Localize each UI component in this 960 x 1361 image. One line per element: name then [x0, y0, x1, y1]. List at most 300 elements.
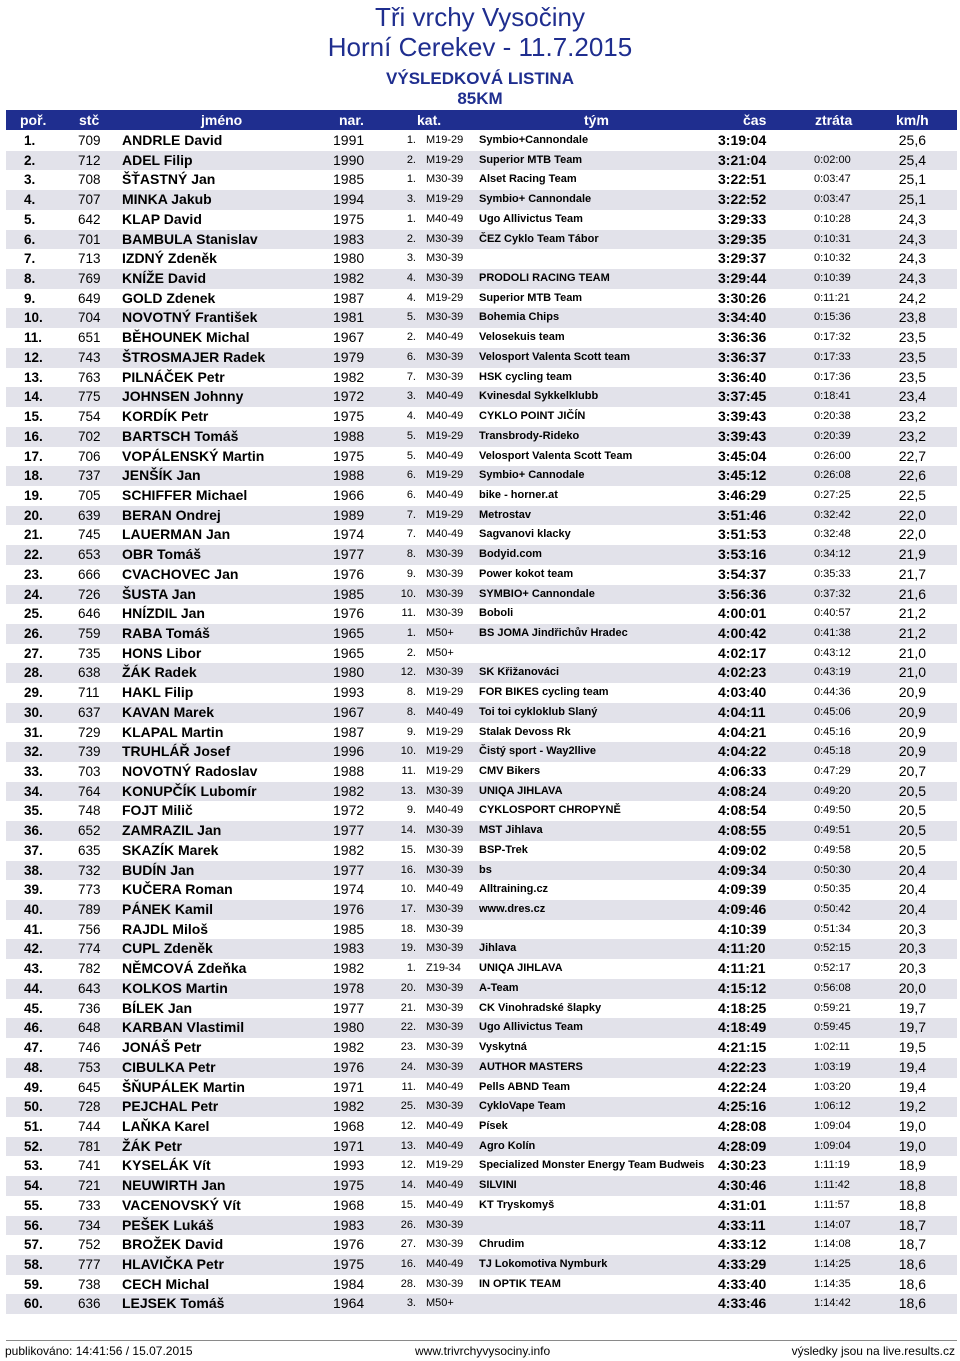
table-row	[6, 1018, 957, 1038]
cell-speed: 19,0	[898, 1117, 926, 1134]
cell-team: Vyskytná	[479, 1041, 527, 1054]
cell-born: 1993	[333, 1157, 365, 1174]
cell-born: 1993	[333, 684, 365, 701]
cell-born: 1975	[333, 210, 365, 227]
cell-speed: 20,5	[898, 802, 926, 819]
table-row	[6, 1038, 957, 1058]
cell-category: M30-39	[426, 350, 464, 363]
cell-name: PEŠEK Lukáš	[122, 1216, 214, 1233]
cell-gap: 0:17:33	[814, 350, 851, 363]
table-header	[6, 110, 957, 130]
cell-gap: 0:32:48	[814, 528, 851, 541]
cell-category-rank: 23.	[400, 1041, 416, 1054]
cell-time: 3:34:40	[718, 309, 767, 326]
cell-speed: 22,5	[898, 486, 926, 503]
cell-gap: 0:18:41	[814, 390, 851, 403]
cell-speed: 19,5	[898, 1039, 926, 1056]
cell-speed: 18,8	[898, 1177, 926, 1194]
cell-speed: 20,9	[898, 743, 926, 760]
cell-time: 3:51:53	[718, 526, 767, 543]
cell-speed: 20,4	[898, 881, 926, 898]
cell-rank: 28.	[24, 665, 43, 681]
cell-bib: 748	[78, 803, 101, 819]
cell-time: 3:29:35	[718, 230, 767, 247]
cell-speed: 20,4	[898, 901, 926, 918]
cell-gap: 0:10:32	[814, 252, 851, 265]
cell-time: 4:33:11	[718, 1216, 766, 1233]
cell-team: Bodyid.com	[479, 548, 542, 561]
cell-team: Metrostav	[479, 508, 531, 521]
cell-category-rank: 28.	[400, 1277, 416, 1290]
cell-bib: 732	[78, 862, 101, 878]
cell-bib: 738	[78, 1276, 101, 1292]
cell-bib: 721	[78, 1178, 101, 1194]
cell-time: 4:09:39	[718, 881, 767, 898]
cell-bib: 754	[78, 409, 101, 425]
cell-bib: 706	[78, 448, 101, 464]
results-provider-link[interactable]: výsledky jsou na live.results.cz	[791, 1344, 955, 1358]
cell-gap: 0:50:35	[814, 883, 851, 896]
cell-time: 3:30:26	[718, 289, 767, 306]
cell-born: 1971	[333, 1137, 365, 1154]
cell-category-rank: 15.	[400, 1198, 416, 1211]
cell-rank: 57.	[24, 1237, 43, 1253]
table-row	[6, 1058, 957, 1078]
cell-gap: 0:51:34	[814, 922, 851, 935]
cell-rank: 9.	[24, 290, 36, 306]
cell-rank: 4.	[24, 192, 36, 208]
cell-rank: 58.	[24, 1256, 43, 1272]
cell-time: 4:04:11	[718, 703, 766, 720]
cell-category-rank: 11.	[401, 607, 416, 620]
cell-category: M30-39	[426, 370, 464, 383]
cell-time: 3:54:37	[718, 565, 767, 582]
cell-category-rank: 11.	[401, 1080, 416, 1093]
cell-time: 3:29:37	[718, 250, 767, 267]
cell-born: 1974	[333, 881, 365, 898]
cell-name: CECH Michal	[122, 1275, 210, 1292]
cell-time: 3:45:04	[718, 447, 767, 464]
cell-time: 4:11:20	[718, 940, 766, 957]
table-row	[6, 230, 957, 250]
cell-born: 1982	[333, 960, 365, 977]
cell-time: 4:00:01	[718, 605, 767, 622]
footer	[0, 1341, 960, 1361]
cell-born: 1991	[333, 132, 365, 148]
cell-category-rank: 4.	[406, 291, 416, 304]
cell-rank: 52.	[24, 1138, 43, 1154]
cell-name: SKAZÍK Marek	[122, 841, 219, 858]
cell-speed: 19,4	[898, 1058, 926, 1075]
cell-category-rank: 14.	[400, 824, 416, 837]
cell-time: 4:02:17	[718, 644, 767, 661]
cell-time: 3:56:36	[718, 585, 767, 602]
cell-bib: 746	[78, 1040, 101, 1056]
cell-speed: 23,2	[898, 408, 926, 425]
cell-name: JENŠÍK Jan	[122, 467, 201, 484]
cell-category: M19-29	[426, 193, 464, 206]
cell-bib: 649	[78, 290, 101, 306]
cell-category: M30-39	[426, 981, 464, 994]
cell-time: 4:31:01	[718, 1196, 767, 1213]
cell-speed: 19,2	[898, 1098, 926, 1115]
cell-name: KARBAN Vlastimil	[122, 1019, 245, 1036]
cell-category-rank: 12.	[400, 1159, 416, 1172]
cell-team: Stalak Devoss Rk	[479, 725, 571, 738]
table-row	[6, 525, 957, 545]
cell-name: ŠŇUPÁLEK Martin	[122, 1078, 245, 1095]
cell-time: 3:45:12	[718, 467, 767, 484]
cell-name: HAKL Filip	[122, 684, 194, 701]
cell-team: Písek	[479, 1119, 508, 1132]
cell-gap: 0:56:08	[814, 981, 851, 994]
cell-category: M30-39	[426, 1100, 464, 1113]
cell-team: KT Tryskomyš	[479, 1198, 555, 1211]
cell-category: M30-39	[426, 863, 464, 876]
cell-time: 4:22:24	[718, 1078, 767, 1095]
cell-category: M30-39	[426, 173, 464, 186]
cell-rank: 6.	[24, 231, 36, 247]
table-row	[6, 585, 957, 605]
cell-category: M50+	[426, 646, 454, 659]
cell-born: 1982	[333, 270, 365, 287]
table-row	[6, 506, 957, 526]
cell-time: 4:22:23	[718, 1058, 767, 1075]
cell-bib: 713	[78, 251, 101, 267]
cell-category: M19-29	[426, 725, 464, 738]
cell-bib: 782	[78, 961, 101, 977]
table-row	[6, 604, 957, 624]
table-row	[6, 1137, 957, 1157]
cell-born: 1983	[333, 1216, 365, 1233]
col-header-speed: km/h	[896, 112, 929, 128]
cell-gap: 0:49:58	[814, 843, 851, 856]
table-row	[6, 427, 957, 447]
col-header-team: tým	[584, 112, 609, 128]
cell-rank: 33.	[24, 764, 43, 779]
cell-born: 1975	[333, 447, 365, 464]
cell-gap: 0:10:39	[814, 272, 851, 285]
cell-name: SCHIFFER Michael	[122, 486, 248, 503]
cell-category-rank: 4.	[406, 410, 416, 423]
cell-gap: 0:45:16	[814, 725, 851, 738]
cell-rank: 18.	[24, 468, 43, 484]
cell-category: M19-29	[426, 508, 464, 521]
cell-team: MST Jihlava	[479, 824, 543, 837]
cell-gap: 0:50:42	[814, 903, 851, 916]
cell-team: A-Team	[479, 981, 519, 994]
cell-team: Symbio+Cannondale	[479, 134, 589, 146]
table-row	[6, 821, 957, 841]
cell-speed: 20,4	[898, 861, 926, 878]
cell-time: 4:04:22	[718, 743, 767, 760]
cell-category-rank: 6.	[406, 469, 416, 482]
cell-speed: 20,5	[898, 841, 926, 858]
cell-speed: 22,0	[898, 526, 926, 543]
col-header-time: čas	[743, 112, 767, 128]
cell-time: 3:21:04	[718, 151, 767, 168]
cell-name: KUČERA Roman	[122, 881, 233, 898]
cell-bib: 743	[78, 349, 101, 365]
cell-bib: 643	[78, 980, 101, 996]
cell-team: Specialized Monster Energy Team Budweis	[479, 1159, 705, 1172]
table-row	[6, 683, 957, 703]
cell-time: 4:18:25	[718, 999, 767, 1016]
cell-speed: 20,3	[898, 960, 926, 977]
results-heading: VÝSLEDKOVÁ LISTINA	[386, 69, 574, 88]
cell-rank: 43.	[24, 961, 43, 977]
cell-category: M30-39	[426, 1041, 464, 1054]
cell-category-rank: 5.	[406, 449, 416, 462]
table-row	[6, 900, 957, 920]
cell-team: Agro Kolín	[479, 1139, 536, 1152]
cell-bib: 712	[78, 152, 101, 168]
cell-speed: 21,6	[898, 585, 926, 602]
cell-category-rank: 8.	[406, 705, 416, 718]
cell-gap: 0:41:38	[814, 626, 851, 639]
cell-speed: 23,2	[898, 427, 926, 444]
cell-bib: 711	[78, 685, 100, 701]
cell-name: NĚMCOVÁ Zdeňka	[122, 960, 247, 977]
cell-name: CVACHOVEC Jan	[122, 565, 239, 582]
cell-speed: 21,2	[898, 605, 926, 622]
cell-name: KOLKOS Martin	[122, 979, 228, 996]
cell-bib: 707	[78, 192, 101, 208]
cell-bib: 639	[78, 507, 101, 523]
table-row	[6, 545, 957, 565]
cell-speed: 18,7	[898, 1216, 926, 1233]
cell-time: 4:09:46	[718, 901, 767, 918]
cell-category-rank: 10.	[400, 745, 416, 758]
cell-rank: 11.	[24, 330, 43, 346]
cell-speed: 24,3	[898, 210, 926, 227]
cell-gap: 0:43:12	[814, 646, 851, 659]
cell-name: ADEL Filip	[122, 151, 193, 168]
cell-name: PÁNEK Kamil	[122, 901, 214, 918]
cell-bib: 635	[78, 842, 101, 858]
cell-team: TJ Lokomotiva Nymburk	[479, 1257, 608, 1270]
cell-born: 1980	[333, 664, 365, 681]
cell-team: SK Křižanováci	[479, 666, 560, 679]
cell-bib: 645	[78, 1079, 101, 1095]
cell-born: 1975	[333, 408, 365, 425]
cell-bib: 638	[78, 665, 101, 681]
cell-born: 1972	[333, 802, 365, 819]
cell-speed: 19,7	[898, 1019, 926, 1036]
cell-category-rank: 12.	[400, 666, 416, 679]
table-row	[6, 959, 957, 979]
cell-name: PILNÁČEK Petr	[122, 368, 225, 385]
cell-name: RAJDL Miloš	[122, 920, 209, 937]
cell-name: NEUWIRTH Jan	[122, 1177, 226, 1194]
cell-gap: 0:11:21	[814, 291, 850, 304]
table-row	[6, 447, 957, 467]
cell-speed: 22,0	[898, 506, 926, 523]
cell-gap: 0:52:17	[814, 962, 851, 975]
cell-speed: 25,1	[898, 171, 926, 188]
table-row	[6, 762, 957, 782]
cell-category-rank: 26.	[400, 1218, 416, 1231]
cell-time: 4:10:39	[718, 920, 767, 937]
cell-category: M30-39	[426, 252, 464, 265]
cell-bib: 709	[78, 133, 101, 148]
cell-team: Alltraining.cz	[479, 883, 549, 896]
cell-bib: 637	[78, 704, 101, 720]
cell-speed: 20,9	[898, 703, 926, 720]
cell-category: M30-39	[426, 922, 464, 935]
cell-category-rank: 11.	[401, 765, 416, 777]
cell-category-rank: 1.	[406, 212, 416, 225]
cell-speed: 20,9	[898, 684, 926, 701]
table-row	[6, 663, 957, 683]
cell-rank: 39.	[24, 882, 43, 898]
cell-name: HLAVIČKA Petr	[122, 1255, 224, 1272]
cell-rank: 51.	[24, 1118, 43, 1134]
cell-rank: 20.	[24, 507, 43, 523]
cell-time: 4:33:46	[718, 1295, 767, 1312]
cell-speed: 18,6	[898, 1255, 926, 1272]
cell-speed: 19,7	[898, 999, 926, 1016]
cell-name: JONÁŠ Petr	[122, 1039, 202, 1056]
table-row	[6, 880, 957, 900]
cell-bib: 666	[78, 566, 101, 582]
cell-rank: 29.	[24, 685, 43, 701]
cell-time: 4:08:24	[718, 782, 767, 799]
cell-born: 1981	[333, 309, 365, 326]
cell-name: LAŇKA Karel	[122, 1117, 210, 1134]
cell-team: Boboli	[479, 607, 514, 620]
cell-rank: 15.	[24, 409, 43, 425]
cell-team: Symbio+ Cannodale	[479, 469, 585, 482]
cell-rank: 30.	[24, 704, 43, 720]
event-title: Tři vrchy Vysočiny	[375, 2, 585, 32]
cell-team: BS JOMA Jindřichův Hradec	[479, 626, 628, 639]
table-row	[6, 486, 957, 506]
cell-born: 1967	[333, 703, 365, 720]
cell-speed: 18,9	[898, 1157, 926, 1174]
cell-category: M40-49	[426, 488, 464, 501]
cell-born: 1982	[333, 1098, 365, 1115]
cell-rank: 21.	[24, 527, 43, 543]
cell-name: TRUHLÁŘ Josef	[122, 743, 231, 760]
cell-rank: 10.	[24, 310, 43, 326]
cell-name: OBR Tomáš	[122, 546, 202, 563]
cell-speed: 21,9	[898, 546, 926, 563]
cell-name: CUPL Zdeněk	[122, 940, 213, 957]
cell-rank: 40.	[24, 902, 43, 918]
cell-bib: 735	[78, 645, 101, 661]
cell-born: 1983	[333, 230, 365, 247]
cell-category-rank: 3.	[406, 1297, 416, 1310]
cell-team: Transbrody-Rideko	[479, 429, 580, 442]
cell-born: 1976	[333, 1236, 365, 1253]
table-row	[6, 624, 957, 644]
cell-rank: 36.	[24, 823, 43, 839]
cell-bib: 781	[78, 1138, 101, 1154]
cell-born: 1982	[333, 782, 365, 799]
cell-speed: 20,5	[898, 782, 926, 799]
cell-gap: 0:43:19	[814, 666, 851, 679]
cell-team: CK Vinohradské šlapky	[479, 1001, 602, 1014]
cell-bib: 744	[78, 1118, 101, 1134]
cell-born: 1968	[333, 1117, 365, 1134]
cell-rank: 48.	[24, 1059, 43, 1075]
cell-rank: 26.	[24, 625, 43, 641]
cell-name: BARTSCH Tomáš	[122, 427, 239, 444]
cell-speed: 21,7	[898, 565, 926, 582]
cell-gap: 1:09:04	[814, 1139, 851, 1152]
cell-time: 4:09:34	[718, 861, 767, 878]
cell-name: KLAPAL Martin	[122, 723, 224, 740]
cell-name: GOLD Zdenek	[122, 289, 216, 306]
cell-category: M40-49	[426, 1080, 464, 1093]
cell-category-rank: 3.	[406, 252, 416, 265]
table-row	[6, 368, 957, 388]
cell-time: 4:33:29	[718, 1255, 767, 1272]
cell-rank: 46.	[24, 1020, 43, 1036]
cell-bib: 704	[78, 310, 101, 326]
cell-name: KAVAN Marek	[122, 703, 215, 720]
cell-time: 4:02:23	[718, 664, 767, 681]
cell-speed: 23,5	[898, 348, 926, 365]
cell-rank: 8.	[24, 271, 36, 287]
cell-born: 1982	[333, 841, 365, 858]
cell-born: 1988	[333, 467, 365, 484]
cell-rank: 50.	[24, 1099, 43, 1115]
table-row	[6, 644, 957, 664]
cell-category-rank: 13.	[400, 1139, 416, 1152]
cell-gap: 0:45:06	[814, 705, 851, 718]
cell-category-rank: 5.	[406, 311, 416, 324]
cell-born: 1968	[333, 1196, 365, 1213]
cell-speed: 23,5	[898, 368, 926, 385]
cell-category: M30-39	[426, 843, 464, 856]
cell-category: M19-29	[426, 291, 464, 304]
cell-category-rank: 10.	[400, 587, 416, 600]
cell-speed: 18,8	[898, 1196, 926, 1213]
cell-team: Sagvanovi klacky	[479, 528, 571, 541]
cell-gap: 0:35:33	[814, 567, 851, 580]
cell-born: 1975	[333, 1255, 365, 1272]
cell-rank: 14.	[24, 389, 43, 405]
cell-rank: 37.	[24, 842, 43, 858]
cell-category-rank: 3.	[406, 193, 416, 206]
cell-speed: 18,6	[898, 1275, 926, 1292]
cell-category: M30-39	[426, 607, 464, 620]
cell-gap: 0:47:29	[814, 765, 851, 777]
cell-category: M30-39	[426, 824, 464, 837]
cell-name: LEJSEK Tomáš	[122, 1295, 225, 1312]
cell-rank: 2.	[24, 152, 36, 168]
cell-born: 1974	[333, 526, 365, 543]
table-row	[6, 782, 957, 802]
table-row	[6, 308, 957, 328]
cell-speed: 18,7	[898, 1236, 926, 1253]
website-link[interactable]: www.trivrchyvysociny.info	[415, 1344, 551, 1358]
cell-time: 4:30:23	[718, 1157, 767, 1174]
cell-gap: 0:10:28	[814, 212, 851, 225]
cell-speed: 22,6	[898, 467, 926, 484]
cell-rank: 60.	[24, 1296, 43, 1312]
cell-bib: 759	[78, 625, 101, 641]
cell-time: 3:36:37	[718, 348, 767, 365]
cell-speed: 24,2	[898, 289, 926, 306]
cell-gap: 1:11:19	[814, 1159, 850, 1172]
cell-name: BAMBULA Stanislav	[122, 230, 258, 247]
cell-team: AUTHOR MASTERS	[479, 1060, 583, 1073]
cell-born: 1976	[333, 901, 365, 918]
cell-bib: 777	[78, 1256, 101, 1272]
